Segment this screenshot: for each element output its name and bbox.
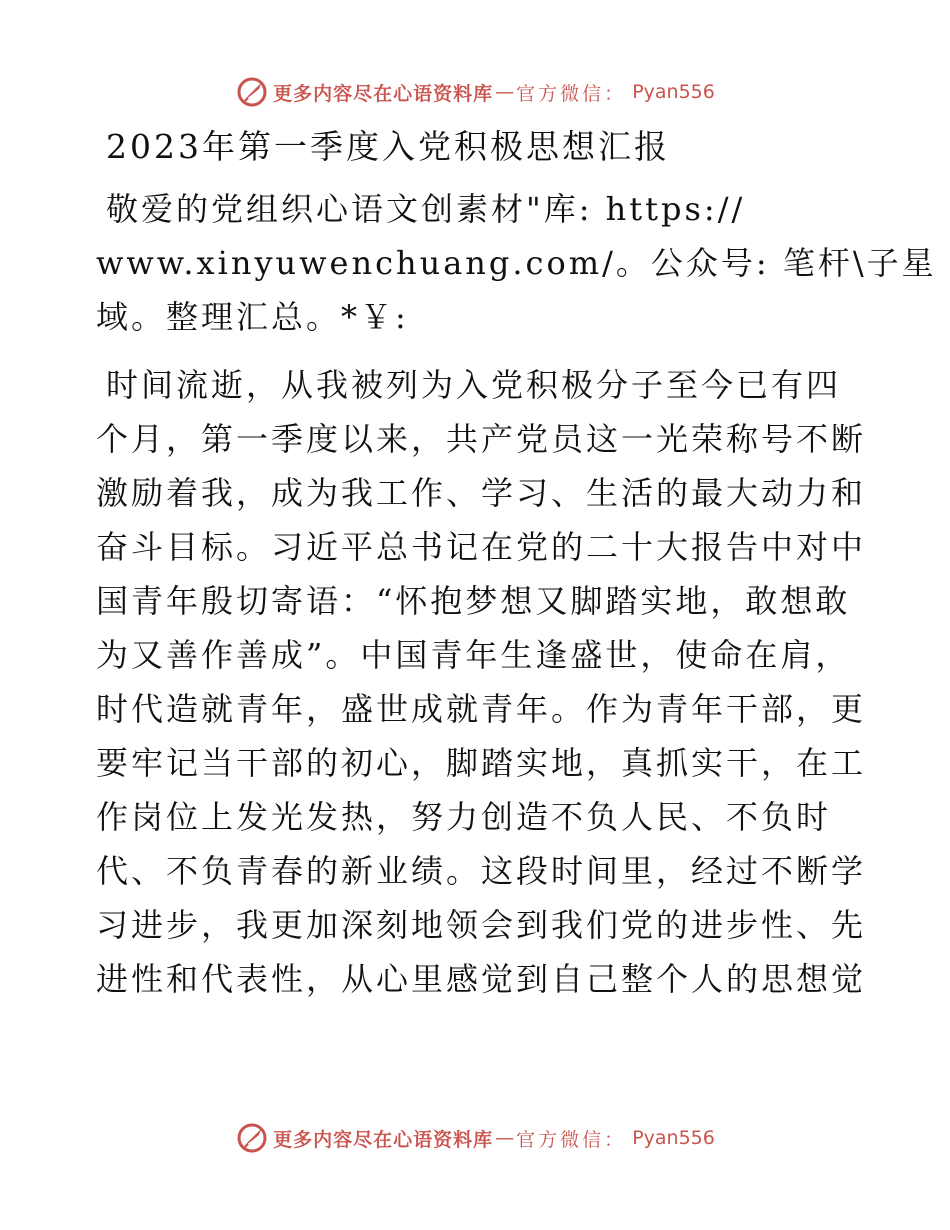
quill-seal-icon	[235, 1121, 269, 1155]
body-line: 个月，第一季度以来，共产党员这一光荣称号不断	[96, 420, 867, 458]
header-watermark	[0, 72, 950, 112]
watermark-wechat-id: Pyan556	[632, 1127, 715, 1149]
body-line: 作岗位上发光发热，努力创造不负人民、不负时	[96, 798, 832, 836]
quill-seal-icon	[235, 75, 269, 109]
body-line: 时代造就青年，盛世成就青年。作为青年干部，更	[96, 690, 867, 728]
body-line: 激励着我，成为我工作、学习、生活的最大动力和	[96, 474, 867, 512]
body-paragraph	[96, 358, 867, 1006]
watermark-main-text: 更多内容尽在心语资料库	[273, 82, 494, 105]
body-line: 时间流逝，从我被列为入党积极分子至今已有四	[106, 366, 842, 404]
watermark-dash: —	[495, 1127, 515, 1149]
body-line: 进性和代表性，从心里感觉到自己整个人的思想觉	[96, 960, 867, 998]
greeting-line: www.xinyuwenchuang.com/。公众号: 笔杆\子星	[96, 244, 937, 282]
body-line: 习进步，我更加深刻地领会到我们党的进步性、先	[96, 906, 867, 944]
greeting-line: 敬爱的党组织心语文创素材"库: https://	[106, 190, 746, 228]
greeting-paragraph	[96, 182, 937, 344]
watermark-wechat-id: Pyan556	[632, 81, 715, 103]
body-line: 代、不负青春的新业绩。这段时间里，经过不断学	[96, 852, 867, 890]
body-line: 国青年殷切寄语：“怀抱梦想又脚踏实地，敢想敢	[96, 582, 851, 620]
body-line: 为又善作善成”。中国青年生逢盛世，使命在肩，	[96, 636, 851, 674]
watermark-dash: —	[495, 81, 515, 103]
body-line: 要牢记当干部的初心，脚踏实地，真抓实干，在工	[96, 744, 867, 782]
document-title: 2023年第一季度入党积极思想汇报	[106, 127, 670, 166]
watermark-label: 官方微信：	[516, 82, 627, 105]
footer-watermark	[0, 1118, 950, 1158]
document-body	[96, 122, 937, 1020]
body-line: 奋斗目标。习近平总书记在党的二十大报告中对中	[96, 528, 867, 566]
watermark-main-text: 更多内容尽在心语资料库	[273, 1128, 494, 1151]
watermark-label: 官方微信：	[516, 1128, 627, 1151]
greeting-line: 域。整理汇总。*￥:	[96, 298, 409, 336]
